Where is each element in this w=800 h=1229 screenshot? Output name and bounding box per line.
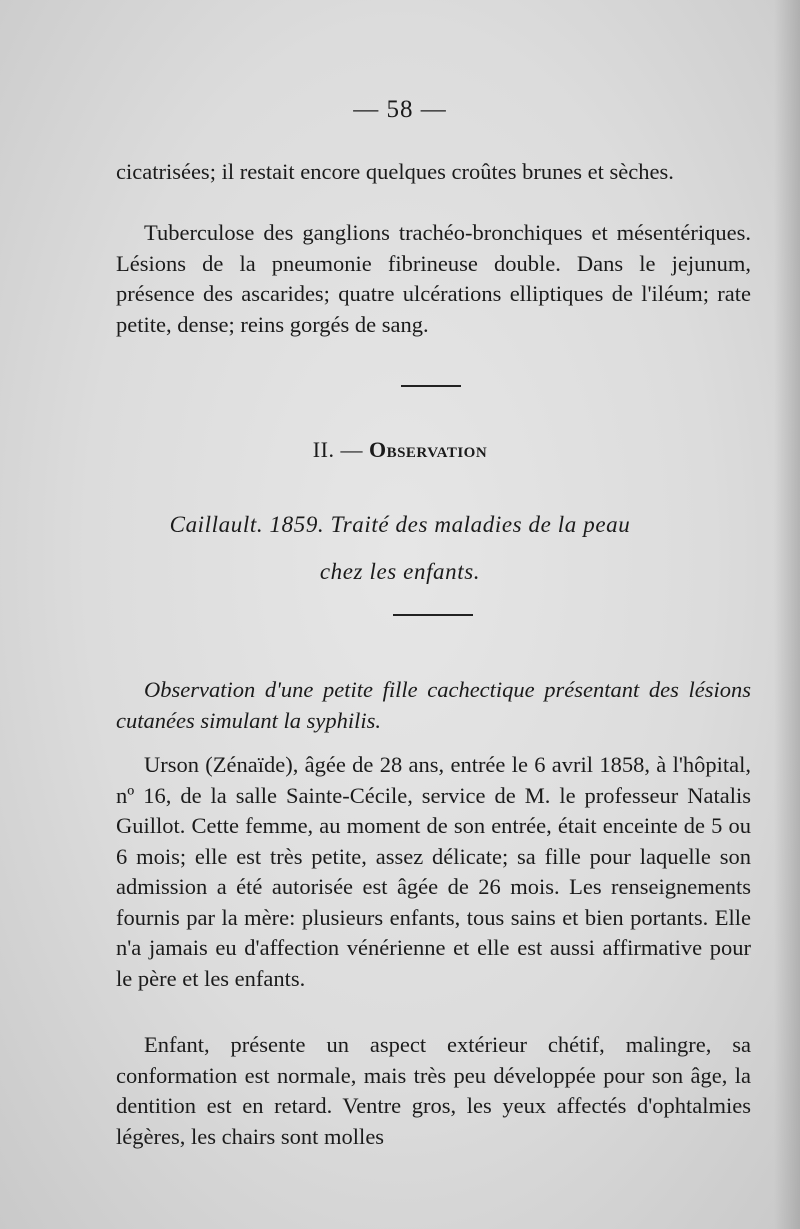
citation-line-2: chez les enfants.: [319, 559, 481, 584]
page-number: — 58 —: [353, 96, 447, 123]
observation-title: Observation d'une petite fille cachectique présentant des lésions cutanées simulant la syphilis.: [116, 677, 751, 733]
paragraph-patient: Urson (Zénaïde), âgée de 28 ans, entrée le 6 avril 1858, à l'hôpital, nº 16, de la salle Sainte-Cécile, service de M. le professeur Natalis Guillot. Cette femme, au moment de son entrée, était enceinte de 5 ou 6 mois; elle est très petite, assez délicate; sa fille pour laquelle son admission a été autorisée est âgée de 26 mois. Les renseignements fournis par la mère: plusieurs enfants, tous sains et bien portants. Elle n'a jamais eu d'affection vénérienne et elle est aussi affirmative pour le père et les enfants.: [116, 752, 751, 991]
section-title: Observation: [368, 437, 488, 462]
divider-rule-bottom: [393, 614, 473, 616]
section-heading: [0, 437, 800, 463]
divider-rule-top: [401, 385, 461, 387]
paragraph-autopsy: Tuberculose des ganglions trachéo-bronchiques et mésentériques. Lésions de la pneumonie fibrineuse double. Dans le jejunum, présence des ascarides; quatre ulcérations elliptiques de l'iléum; rate petite, dense; reins gorgés de sang.: [116, 220, 751, 337]
section-number: II. —: [312, 437, 363, 462]
paragraph-child: Enfant, présente un aspect extérieur chétif, malingre, sa conformation est normale, mais très peu développée pour son âge, la dentition est en retard. Ventre gros, les yeux affectés d'ophtalmies légères, les chairs sont molles: [116, 1032, 751, 1149]
page-edge-shadow: [774, 0, 800, 1229]
paragraph-continuation: cicatrisées; il restait encore quelques croûtes brunes et sèches.: [116, 159, 674, 184]
citation-line-1: Caillault. 1859. Traité des maladies de la peau: [169, 512, 631, 537]
